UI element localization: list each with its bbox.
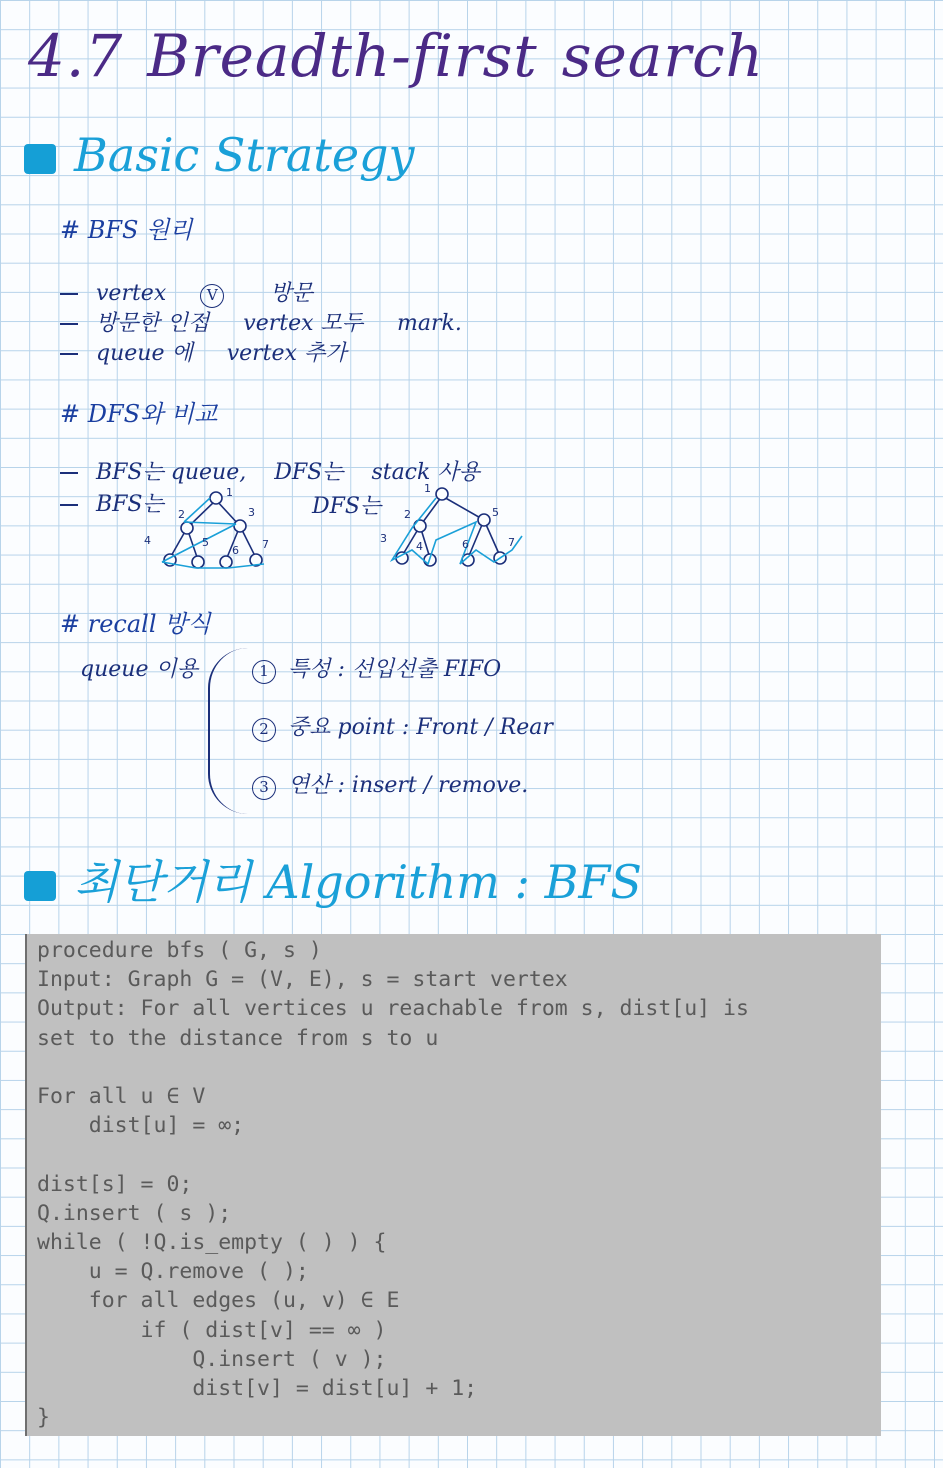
node-label: 2 xyxy=(404,508,411,521)
pseudocode-text: procedure bfs ( G, s ) Input: Graph G = (V, E), s = start vertex Output: For all vertices u reachable from s, dist[u] is set to the distance from s to u For all u ∈ V dist[u] = ∞; dist[s] = 0; Q.insert ( s ); while ( !Q.is_empty ( ) ) { u = Q.remove ( ); for all edges (u, v) ∈ E if ( dist[v] == ∞ ) Q.insert ( v ); dist[v] = dist[u] + 1; } xyxy=(37,938,749,1431)
node-label: 1 xyxy=(424,482,431,495)
circled-number: 3 xyxy=(252,776,276,800)
node-label: 3 xyxy=(380,532,387,545)
dfs-tree-diagram xyxy=(372,480,532,575)
node-label: 7 xyxy=(508,536,515,549)
title-text: Breadth-first xyxy=(147,22,538,90)
dash-icon xyxy=(60,353,78,355)
circled-number: 2 xyxy=(252,718,276,742)
title-word: search xyxy=(561,22,764,90)
node-label: 6 xyxy=(462,538,469,551)
dash-icon xyxy=(60,293,78,295)
section-heading-bfs-algorithm: 최단거리 Algorithm : BFS xyxy=(24,846,642,912)
node-label: 7 xyxy=(262,538,269,551)
bfs-tree-diagram xyxy=(140,484,280,579)
bfs-concept-heading: # BFS 원리 xyxy=(60,216,193,244)
section-bullet-icon xyxy=(24,144,56,174)
dash-icon xyxy=(60,323,78,325)
recall-lead: queue 이용 xyxy=(80,657,198,682)
section-bullet-icon xyxy=(24,871,56,901)
circled-number: V xyxy=(200,284,224,308)
title-number: 4.7 xyxy=(28,22,124,90)
bfs-concept-item: vertex V 방문 xyxy=(60,276,313,308)
node-label: 5 xyxy=(202,536,209,549)
node-label: 1 xyxy=(226,486,233,499)
recall-item: 1 특성 : 선입선출 FIFO xyxy=(252,652,501,684)
node-label: 6 xyxy=(232,544,239,557)
recall-heading: # recall 방식 xyxy=(60,610,211,638)
node-label: 3 xyxy=(248,506,255,519)
bfs-concept-item: 방문한 인접 vertex 모두 mark. xyxy=(60,306,462,337)
recall-item: 3 연산 : insert / remove. xyxy=(252,768,528,800)
node-label: 5 xyxy=(492,506,499,519)
node-label: 2 xyxy=(178,508,185,521)
pseudocode-block xyxy=(25,934,881,1436)
page-title xyxy=(28,22,788,90)
dash-icon xyxy=(60,504,78,506)
dash-icon xyxy=(60,472,78,474)
dfs-compare-heading: # DFS와 비교 xyxy=(60,400,218,428)
node-label: 4 xyxy=(416,540,423,553)
circled-number: 1 xyxy=(252,660,276,684)
node-label: 4 xyxy=(144,534,151,547)
recall-item: 2 중요 point : Front / Rear xyxy=(252,710,553,742)
dfs-compare-line: BFS는 xyxy=(60,487,164,518)
dfs-label: DFS는 xyxy=(312,494,382,519)
bracket-icon xyxy=(208,648,250,814)
section-heading-basic-strategy: Basic Strategy xyxy=(24,128,415,182)
bfs-concept-item: queue 에 vertex 추가 xyxy=(60,336,346,367)
dfs-compare-line: BFS는 queue, DFS는 stack 사용 xyxy=(60,455,480,486)
